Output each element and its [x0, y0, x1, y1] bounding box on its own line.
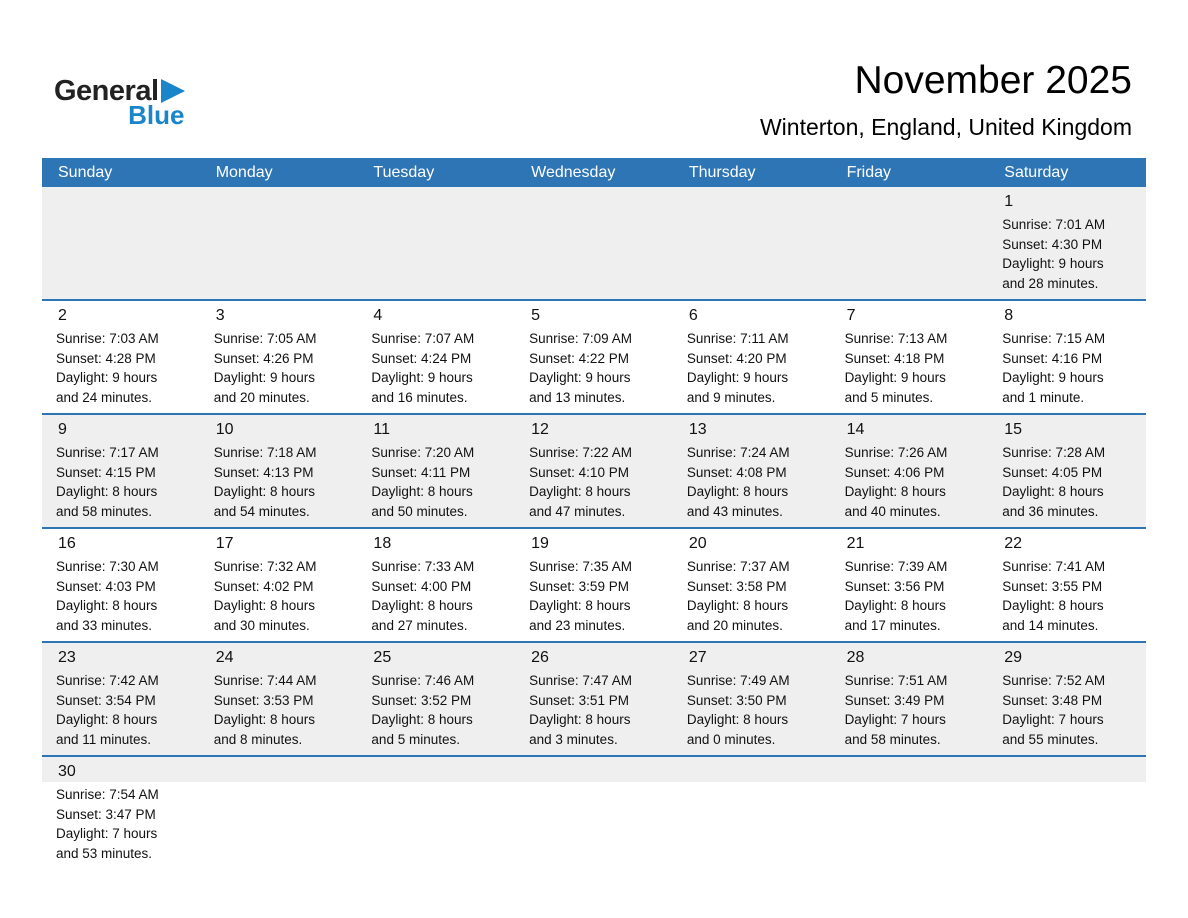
empty-cell: [357, 187, 515, 299]
day-number: 29: [1004, 649, 1023, 666]
day-cell: [831, 301, 989, 413]
day-cell: [42, 643, 200, 755]
weekday-header: Sunday: [58, 163, 113, 181]
weekday-header: Tuesday: [373, 163, 435, 181]
day-cell: [200, 643, 358, 755]
day-cell: [988, 643, 1146, 755]
daylight-line2: and 20 minutes.: [213, 389, 310, 405]
sunrise-text: Sunrise: 7:26 AM: [844, 445, 948, 460]
sunrise-text: Sunrise: 7:18 AM: [213, 445, 317, 460]
daylight-line2: and 5 minutes.: [371, 731, 460, 747]
sunset-text: Sunset: 4:02 PM: [213, 578, 314, 594]
day-number: 7: [846, 307, 856, 324]
sunset-text: Sunset: 4:08 PM: [686, 464, 787, 480]
week-row: [42, 755, 1146, 918]
daylight-line2: and 43 minutes.: [686, 503, 783, 519]
daylight-line2: and 47 minutes.: [529, 503, 626, 519]
day-number: 23: [58, 649, 76, 666]
day-cell: [42, 529, 200, 641]
empty-cell: [200, 757, 358, 918]
sunset-text: Sunset: 3:48 PM: [1002, 692, 1103, 708]
daylight-line1: Daylight: 8 hours: [213, 598, 316, 613]
daylight-line2: and 20 minutes.: [686, 617, 783, 633]
daylight-line1: Daylight: 8 hours: [213, 712, 316, 727]
daylight-line2: and 11 minutes.: [56, 731, 152, 747]
sunrise-text: Sunrise: 7:37 AM: [686, 559, 790, 574]
sunrise-text: Sunrise: 7:39 AM: [844, 559, 948, 574]
daylight-line2: and 55 minutes.: [1002, 731, 1099, 747]
daylight-line1: Daylight: 8 hours: [56, 598, 158, 613]
sunrise-text: Sunrise: 7:03 AM: [56, 331, 159, 346]
day-number: 6: [688, 307, 698, 324]
day-number: 15: [1004, 421, 1023, 438]
daylight-line1: Daylight: 7 hours: [844, 712, 946, 727]
sunset-text: Sunset: 3:55 PM: [1002, 578, 1103, 594]
daylight-line2: and 5 minutes.: [844, 389, 934, 405]
empty-cell: [515, 757, 673, 918]
daylight-line2: and 17 minutes.: [844, 617, 941, 633]
sunset-text: Sunset: 3:52 PM: [371, 692, 472, 708]
daylight-line2: and 27 minutes.: [371, 617, 468, 633]
sunset-text: Sunset: 3:50 PM: [686, 692, 787, 708]
sunset-text: Sunset: 3:51 PM: [529, 692, 629, 708]
empty-cell: [515, 187, 673, 299]
day-cell: [200, 301, 358, 413]
day-number: 13: [688, 421, 707, 438]
day-cell: [673, 643, 831, 755]
day-cell: [515, 529, 673, 641]
weekday-header-row: [42, 158, 1146, 187]
day-number: 26: [531, 649, 549, 666]
daylight-line1: Daylight: 8 hours: [529, 484, 631, 499]
day-cell: [988, 187, 1146, 299]
sunset-text: Sunset: 3:49 PM: [844, 692, 945, 708]
sunset-text: Sunset: 4:05 PM: [1002, 464, 1103, 480]
daylight-line2: and 9 minutes.: [686, 389, 776, 405]
daylight-line1: Daylight: 8 hours: [686, 712, 789, 727]
day-cell: [988, 529, 1146, 641]
daylight-line1: Daylight: 8 hours: [686, 484, 789, 499]
daylight-line2: and 54 minutes.: [213, 503, 310, 519]
sunset-text: Sunset: 3:54 PM: [56, 692, 156, 708]
daylight-line1: Daylight: 7 hours: [56, 826, 158, 841]
daylight-line1: Daylight: 8 hours: [844, 484, 946, 499]
sunrise-text: Sunrise: 7:13 AM: [844, 331, 948, 346]
day-number: 22: [1004, 535, 1023, 552]
sunrise-text: Sunrise: 7:28 AM: [1002, 445, 1106, 460]
weekday-header: Friday: [846, 163, 892, 181]
day-cell: [42, 757, 200, 918]
sunrise-text: Sunrise: 7:44 AM: [213, 673, 317, 688]
day-number: 5: [531, 307, 541, 324]
day-cell: [200, 529, 358, 641]
sunset-text: Sunset: 4:13 PM: [213, 464, 314, 480]
day-cell: [515, 643, 673, 755]
day-cell: [200, 415, 358, 527]
sunrise-text: Sunrise: 7:42 AM: [56, 673, 159, 688]
daylight-line2: and 30 minutes.: [213, 617, 310, 633]
day-number: 14: [846, 421, 865, 438]
daylight-line2: and 16 minutes.: [371, 389, 468, 405]
daylight-line2: and 0 minutes.: [686, 731, 776, 747]
sunset-text: Sunset: 4:11 PM: [371, 464, 471, 480]
daylight-line2: and 1 minute.: [1002, 389, 1085, 405]
general-blue-logo: [54, 75, 185, 130]
daylight-line1: Daylight: 9 hours: [371, 370, 473, 385]
daylight-line1: Daylight: 8 hours: [56, 484, 158, 499]
day-cell: [988, 415, 1146, 527]
day-cell: [831, 529, 989, 641]
sunset-text: Sunset: 4:16 PM: [1002, 350, 1103, 366]
day-number: 9: [58, 421, 67, 438]
sunrise-text: Sunrise: 7:51 AM: [844, 673, 948, 688]
week-row: [42, 527, 1146, 641]
daylight-line2: and 36 minutes.: [1002, 503, 1099, 519]
sunset-text: Sunset: 4:15 PM: [56, 464, 156, 480]
daylight-line2: and 8 minutes.: [213, 731, 303, 747]
empty-cell: [200, 187, 358, 299]
day-number: 30: [58, 763, 76, 780]
day-number: 28: [846, 649, 865, 666]
day-cell: [357, 643, 515, 755]
page-subtitle: Winterton, England, United Kingdom: [759, 114, 1132, 140]
sunset-text: Sunset: 4:06 PM: [844, 464, 945, 480]
sunrise-text: Sunrise: 7:52 AM: [1002, 673, 1106, 688]
sunset-text: Sunset: 4:18 PM: [844, 350, 945, 366]
sunrise-text: Sunrise: 7:24 AM: [686, 445, 790, 460]
day-number: 2: [58, 307, 67, 324]
daylight-line1: Daylight: 7 hours: [1002, 712, 1104, 727]
daylight-line1: Daylight: 8 hours: [371, 484, 473, 499]
sunset-text: Sunset: 3:56 PM: [844, 578, 945, 594]
sunrise-text: Sunrise: 7:41 AM: [1002, 559, 1106, 574]
day-cell: [673, 301, 831, 413]
empty-cell: [673, 757, 831, 918]
week-row: [42, 413, 1146, 527]
sunset-text: Sunset: 4:22 PM: [529, 350, 629, 366]
empty-cell: [831, 187, 989, 299]
day-cell: [673, 415, 831, 527]
day-number: 4: [373, 307, 383, 324]
sunset-text: Sunset: 4:20 PM: [686, 350, 787, 366]
sunrise-text: Sunrise: 7:05 AM: [213, 331, 317, 346]
sunset-text: Sunset: 4:28 PM: [56, 350, 156, 366]
day-number: 10: [215, 421, 234, 438]
daylight-line2: and 58 minutes.: [56, 503, 153, 519]
daylight-line1: Daylight: 8 hours: [1002, 598, 1104, 613]
sunrise-text: Sunrise: 7:15 AM: [1002, 331, 1106, 346]
sunset-text: Sunset: 3:59 PM: [529, 578, 629, 594]
daylight-line1: Daylight: 9 hours: [1002, 370, 1104, 385]
day-number: 8: [1004, 307, 1014, 324]
daylight-line2: and 28 minutes.: [1002, 275, 1099, 291]
day-cell: [988, 301, 1146, 413]
day-cell: [673, 529, 831, 641]
daylight-line2: and 13 minutes.: [529, 389, 626, 405]
daylight-line1: Daylight: 9 hours: [213, 370, 316, 385]
sunset-text: Sunset: 4:03 PM: [56, 578, 156, 594]
daylight-line2: and 53 minutes.: [56, 845, 153, 861]
logo-general-text: General: [54, 75, 159, 107]
day-cell: [357, 301, 515, 413]
week-row: [42, 187, 1146, 299]
daylight-line1: Daylight: 8 hours: [371, 712, 473, 727]
empty-cell: [673, 187, 831, 299]
daylight-line2: and 40 minutes.: [844, 503, 941, 519]
logo-blue-text: Blue: [128, 100, 185, 130]
daylight-line1: Daylight: 8 hours: [1002, 484, 1104, 499]
day-cell: [357, 529, 515, 641]
weekday-header: Saturday: [1004, 163, 1069, 181]
weekday-header: Monday: [215, 163, 273, 181]
page-title: November 2025: [854, 59, 1132, 102]
daylight-line1: Daylight: 9 hours: [1002, 256, 1104, 271]
sunset-text: Sunset: 3:47 PM: [56, 806, 156, 822]
day-number: 18: [373, 535, 392, 552]
sunrise-text: Sunrise: 7:46 AM: [371, 673, 475, 688]
sunset-text: Sunset: 3:53 PM: [213, 692, 314, 708]
day-cell: [357, 415, 515, 527]
day-cell: [515, 415, 673, 527]
sunset-text: Sunset: 4:00 PM: [371, 578, 472, 594]
day-number: 3: [215, 307, 225, 324]
daylight-line2: and 58 minutes.: [844, 731, 941, 747]
empty-cell: [357, 757, 515, 918]
sunrise-text: Sunrise: 7:47 AM: [529, 673, 632, 688]
sunset-text: Sunset: 4:10 PM: [529, 464, 629, 480]
daylight-line1: Daylight: 9 hours: [56, 370, 158, 385]
sunrise-text: Sunrise: 7:30 AM: [56, 559, 159, 574]
calendar-grid: [42, 187, 1146, 918]
weekday-header: Wednesday: [531, 163, 616, 181]
day-number: 20: [688, 535, 707, 552]
sunrise-text: Sunrise: 7:20 AM: [371, 445, 475, 460]
empty-cell: [831, 757, 989, 918]
sunset-text: Sunset: 4:24 PM: [371, 350, 472, 366]
week-row: [42, 641, 1146, 755]
daylight-line1: Daylight: 8 hours: [371, 598, 473, 613]
day-number: 12: [531, 421, 549, 438]
sunrise-text: Sunrise: 7:17 AM: [56, 445, 159, 460]
daylight-line1: Daylight: 9 hours: [686, 370, 789, 385]
daylight-line1: Daylight: 8 hours: [529, 598, 631, 613]
daylight-line2: and 23 minutes.: [529, 617, 626, 633]
day-cell: [515, 301, 673, 413]
day-number: 11: [373, 421, 391, 438]
day-number: 21: [846, 535, 865, 552]
day-number: 16: [58, 535, 76, 552]
sunset-text: Sunset: 4:26 PM: [213, 350, 314, 366]
daylight-line1: Daylight: 9 hours: [529, 370, 631, 385]
day-cell: [831, 643, 989, 755]
sunrise-text: Sunrise: 7:09 AM: [529, 331, 632, 346]
sunrise-text: Sunrise: 7:32 AM: [213, 559, 317, 574]
daylight-line1: Daylight: 8 hours: [844, 598, 946, 613]
sunrise-text: Sunrise: 7:33 AM: [371, 559, 475, 574]
sunrise-text: Sunrise: 7:35 AM: [529, 559, 632, 574]
daylight-line1: Daylight: 8 hours: [213, 484, 316, 499]
daylight-line1: Daylight: 8 hours: [529, 712, 631, 727]
sunset-text: Sunset: 3:58 PM: [686, 578, 787, 594]
sunrise-text: Sunrise: 7:54 AM: [56, 787, 159, 802]
daylight-line2: and 14 minutes.: [1002, 617, 1099, 633]
day-number: 27: [688, 649, 707, 666]
sunrise-text: Sunrise: 7:22 AM: [529, 445, 632, 460]
sunrise-text: Sunrise: 7:11 AM: [686, 331, 789, 346]
daylight-line1: Daylight: 8 hours: [686, 598, 789, 613]
day-cell: [42, 415, 200, 527]
daylight-line2: and 33 minutes.: [56, 617, 153, 633]
day-number: 17: [215, 535, 234, 552]
daylight-line2: and 50 minutes.: [371, 503, 468, 519]
day-number: 19: [531, 535, 549, 552]
daylight-line1: Daylight: 8 hours: [56, 712, 158, 727]
sunrise-text: Sunrise: 7:01 AM: [1002, 217, 1106, 232]
sunrise-text: Sunrise: 7:07 AM: [371, 331, 475, 346]
sunset-text: Sunset: 4:30 PM: [1002, 236, 1103, 252]
day-number: 24: [215, 649, 234, 666]
day-number: 25: [373, 649, 392, 666]
calendar-table: [42, 158, 1146, 918]
title-block: [760, 58, 1132, 141]
day-cell: [831, 415, 989, 527]
daylight-line1: Daylight: 9 hours: [844, 370, 946, 385]
weekday-header: Thursday: [688, 163, 756, 181]
empty-cell: [988, 757, 1146, 918]
sunrise-text: Sunrise: 7:49 AM: [686, 673, 790, 688]
day-number: 1: [1004, 193, 1014, 210]
daylight-line2: and 3 minutes.: [529, 731, 618, 747]
daylight-line2: and 24 minutes.: [56, 389, 153, 405]
week-row: [42, 299, 1146, 413]
empty-cell: [42, 187, 200, 299]
day-cell: [42, 301, 200, 413]
